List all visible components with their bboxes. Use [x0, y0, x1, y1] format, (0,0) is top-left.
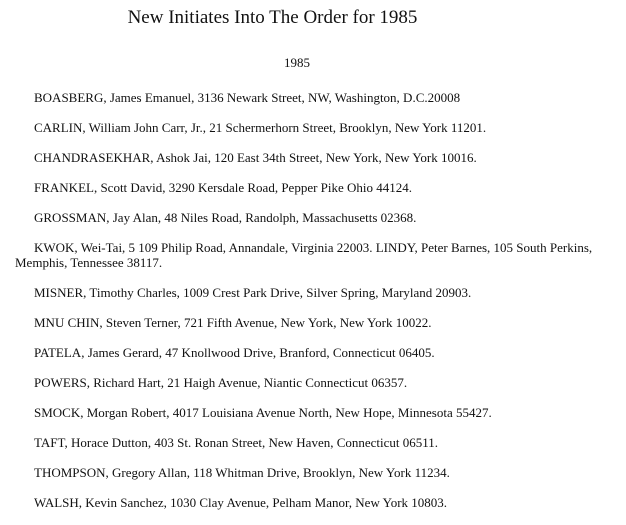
initiates-list	[15, 90, 615, 525]
list-item: KWOK, Wei-Tai, 5 109 Philip Road, Annandale, Virginia 22003. LINDY, Peter Barnes, 105 South Perkins, Memphis, Tennessee 38117.	[15, 240, 593, 270]
list-item: FRANKEL, Scott David, 3290 Kersdale Road, Pepper Pike Ohio 44124.	[34, 180, 413, 195]
page-title: New Initiates Into The Order for 1985	[127, 7, 418, 28]
list-item: GROSSMAN, Jay Alan, 48 Niles Road, Randolph, Massachusetts 02368.	[34, 210, 417, 225]
list-item: PATELA, James Gerard, 47 Knollwood Drive, Branford, Connecticut 06405.	[34, 345, 435, 360]
list-item: MISNER, Timothy Charles, 1009 Crest Park Drive, Silver Spring, Maryland 20903.	[34, 285, 472, 300]
list-item: CARLIN, William John Carr, Jr., 21 Schermerhorn Street, Brooklyn, New York 11201.	[34, 120, 487, 135]
list-item: THOMPSON, Gregory Allan, 118 Whitman Drive, Brooklyn, New York 11234.	[34, 465, 450, 480]
list-item: CHANDRASEKHAR, Ashok Jai, 120 East 34th Street, New York, New York 10016.	[34, 150, 477, 165]
list-item: SMOCK, Morgan Robert, 4017 Louisiana Avenue North, New Hope, Minnesota 55427.	[34, 405, 492, 420]
list-item: POWERS, Richard Hart, 21 Haigh Avenue, Niantic Connecticut 06357.	[34, 375, 408, 390]
list-item: BOASBERG, James Emanuel, 3136 Newark Street, NW, Washington, D.C.20008	[34, 90, 461, 105]
list-item: WALSH, Kevin Sanchez, 1030 Clay Avenue, Pelham Manor, New York 10803.	[34, 495, 448, 510]
list-item: TAFT, Horace Dutton, 403 St. Ronan Street, New Haven, Connecticut 06511.	[34, 435, 439, 450]
year-heading: 1985	[284, 55, 310, 70]
list-item: MNU CHIN, Steven Terner, 721 Fifth Avenue, New York, New York 10022.	[34, 315, 432, 330]
